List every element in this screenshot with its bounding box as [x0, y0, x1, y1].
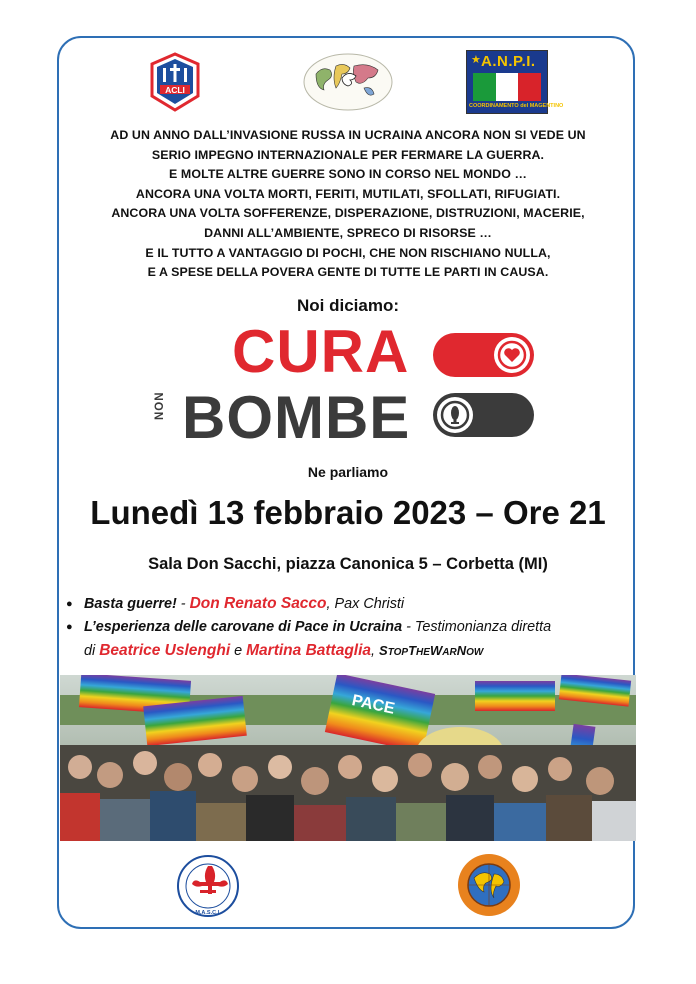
bullet1-org: , Pax Christi	[326, 596, 405, 612]
event-date: Lunedì 13 febbraio 2023 – Ore 21	[90, 494, 606, 531]
bullet1-title: Basta guerre!	[84, 596, 177, 612]
bullet2-e: e	[230, 643, 247, 659]
bullet2-comma: ,	[371, 643, 380, 659]
acli-logo-text: ACLI	[165, 85, 185, 95]
speaker-name: Don Renato Sacco	[189, 595, 327, 612]
speaker-name: Beatrice Uslenghi	[99, 642, 231, 659]
list-item-continued	[66, 639, 636, 664]
intro-line: AD UN ANNO DALL’INVASIONE RUSSA IN UCRAINA ANCORA NON SI VEDE UN	[110, 128, 586, 142]
bullet1-sep: -	[176, 596, 190, 612]
acli-logo	[149, 52, 201, 112]
ne-parliamo: Ne parliamo	[307, 464, 389, 480]
masci-logo	[176, 854, 240, 918]
toggle-off-bomb	[433, 393, 534, 437]
crowd-illustration	[60, 675, 636, 841]
slogan-bombe: BOMBE	[182, 384, 411, 451]
intro-line: E A SPESE DELLA POVERA GENTE DI TUTTE LE PARTI IN CAUSA.	[147, 265, 549, 280]
star-icon: ★	[471, 54, 481, 66]
speaker-list	[66, 592, 636, 664]
anpi-subtitle: COORDINAMENTO del MAGENTINO	[469, 103, 564, 109]
bomb-icon	[437, 397, 473, 433]
intro-line: E MOLTE ALTRE GUERRE SONO IN CORSO NEL MONDO …	[169, 167, 527, 182]
slogan-cura: CURA	[232, 318, 410, 385]
flag-text: PACE	[350, 692, 397, 718]
bullet2-di: di	[84, 643, 100, 659]
list-item	[66, 592, 636, 616]
noi-diciamo: Noi diciamo:	[296, 296, 399, 315]
intro-line: ANCORA UNA VOLTA MORTI, FERITI, MUTILATI, SFOLLATI, RIFUGIATI.	[135, 186, 561, 201]
bullet2-rest: - Testimonianza diretta	[402, 619, 552, 635]
speaker-name: Martina Battaglia	[246, 642, 372, 659]
stopthewarnow: STOPTHEWARNOW	[379, 643, 484, 658]
intro-text	[70, 126, 626, 283]
bullet-icon: ●	[66, 621, 73, 633]
peace-world-map-logo	[302, 52, 394, 112]
slogan-non: NON	[154, 391, 166, 420]
masci-text: M.A.S.C.I.	[195, 910, 221, 916]
bullet-icon: ●	[66, 598, 73, 610]
heart-icon	[494, 337, 530, 373]
globe-peace-logo	[456, 852, 522, 918]
italian-flag	[473, 73, 541, 101]
anpi-title: A.N.P.I.	[481, 53, 536, 70]
intro-line: SERIO IMPEGNO INTERNAZIONALE PER FERMARE LA GUERRA.	[151, 147, 545, 162]
event-place: Sala Don Sacchi, piazza Canonica 5 – Corbetta (MI)	[148, 555, 548, 573]
crowd-photo	[60, 675, 636, 841]
anpi-logo	[466, 50, 564, 114]
toggle-on-heart	[433, 333, 534, 377]
list-item	[66, 616, 636, 639]
bullet2-title: L’esperienza delle carovane di Pace in Ucraina	[84, 619, 403, 635]
intro-line: ANCORA UNA VOLTA SOFFERENZE, DISPERAZIONE, DISTRUZIONI, MACERIE,	[111, 206, 585, 221]
intro-line: E IL TUTTO A VANTAGGIO DI POCHI, CHE NON RISCHIANO NULLA,	[145, 245, 551, 260]
intro-line: DANNI ALL’AMBIENTE, SPRECO DI RISORSE …	[204, 225, 492, 240]
